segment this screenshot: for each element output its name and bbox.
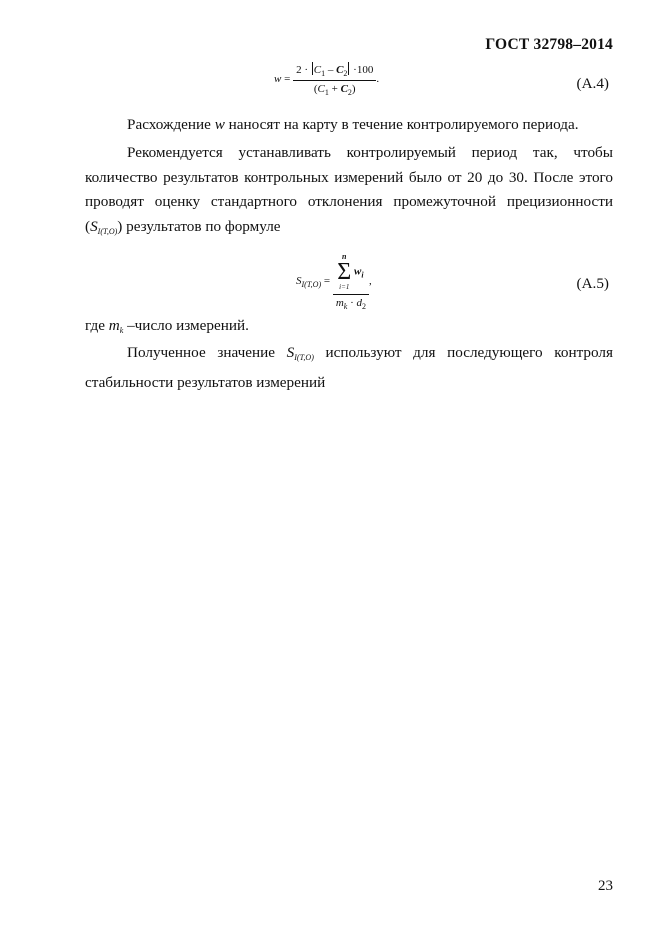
eq-a5-den-d: d [356,297,363,309]
eq-a4-den-open: ( [313,83,318,95]
eq-a4-den-close: ) [351,83,356,95]
eq-a5-fraction [333,252,369,311]
eq-a4-denominator [293,81,376,97]
eq-a4-minus: – [327,64,334,76]
eq-a5-numerator [333,252,369,295]
p1-before: Расхождение [127,116,215,133]
p2-var-sub: I(T,O) [97,226,118,236]
eq-a5-summand: w [354,265,362,278]
paragraph-1 [85,113,613,138]
eq-a4-equals: = [284,73,291,86]
equation-a4 [274,62,379,97]
page-number: 23 [598,878,613,894]
p4-var-sub: I(T,O) [294,353,314,362]
paragraph-4 [85,341,613,395]
p1-after: наносят на карту в течение контролируемого периода. [224,116,579,133]
eq-a5-den-m: m [335,297,344,309]
sum-lower-limit: i=1 [339,283,350,291]
eq-a4-den-c2: C [340,83,348,95]
equation-a4-number: (А.4) [576,75,609,92]
eq-a5-den-dot: · [350,297,354,309]
eq-a4-numerator [293,62,376,81]
p4-before: Полученное значение [127,344,287,361]
p2-var-s: S [90,217,98,235]
eq-a4-den-plus: + [331,83,338,95]
eq-a4-num-prefix: 2 · [296,64,308,76]
eq-a4-den-c2-sub: 2 [347,88,352,97]
eq-a5-equals: = [323,275,331,288]
p2-after: ) результатов по формуле [117,217,281,235]
eq-a4-trail: . [376,73,380,86]
eq-a4-num-suffix: ·100 [353,64,374,76]
document-code-header: ГОСТ 32798–2014 [485,36,613,53]
p4-after: используют для последующего контроля стабильности результатов измерений [85,344,613,391]
sigma-symbol: Σ [337,259,352,285]
equation-a5-number: (А.5) [576,275,609,292]
p3-var-sub: k [119,326,124,335]
eq-a4-c2: C [336,64,344,76]
eq-a4-c1: C [313,64,322,76]
eq-a4-c2-sub: 2 [343,69,348,78]
p3-var-m: m [108,317,120,334]
p2-text: Рекомендуется устанавливать контролируемый период так, чтобы количество результатов контрольных измерений было от 20 до 30. После этого проводят оценку стандартного отклонения промежуточной прецизионности ( [85,144,613,235]
eq-a5-denominator [333,295,369,311]
equation-a5 [296,252,372,311]
eq-a4-fraction [293,62,376,97]
eq-a5-lhs: S [296,275,302,288]
p3-before: где [85,317,109,334]
paragraph-3 [85,314,613,344]
paragraph-2 [85,141,613,244]
p3-after: –число измерений. [123,317,249,334]
eq-a5-lhs-sub: I(T,O) [301,280,322,290]
p1-var-w: w [214,116,225,133]
eq-a4-lhs: w [274,73,282,86]
eq-a5-den-m-sub: k [343,302,348,311]
eq-a5-summand-sub: i [361,270,364,280]
sum-upper-limit: n [342,252,347,261]
eq-a4-den-c1-sub: 1 [324,88,329,97]
abs-bar-right [348,62,349,75]
abs-bar-left [312,62,313,75]
eq-a5-trail: , [369,275,372,288]
eq-a4-den-c1: C [317,83,325,95]
eq-a5-den-d-sub: 2 [362,302,367,311]
sum-block [337,252,351,292]
p4-var-s: S [286,344,295,361]
eq-a4-c1-sub: 1 [321,69,326,78]
